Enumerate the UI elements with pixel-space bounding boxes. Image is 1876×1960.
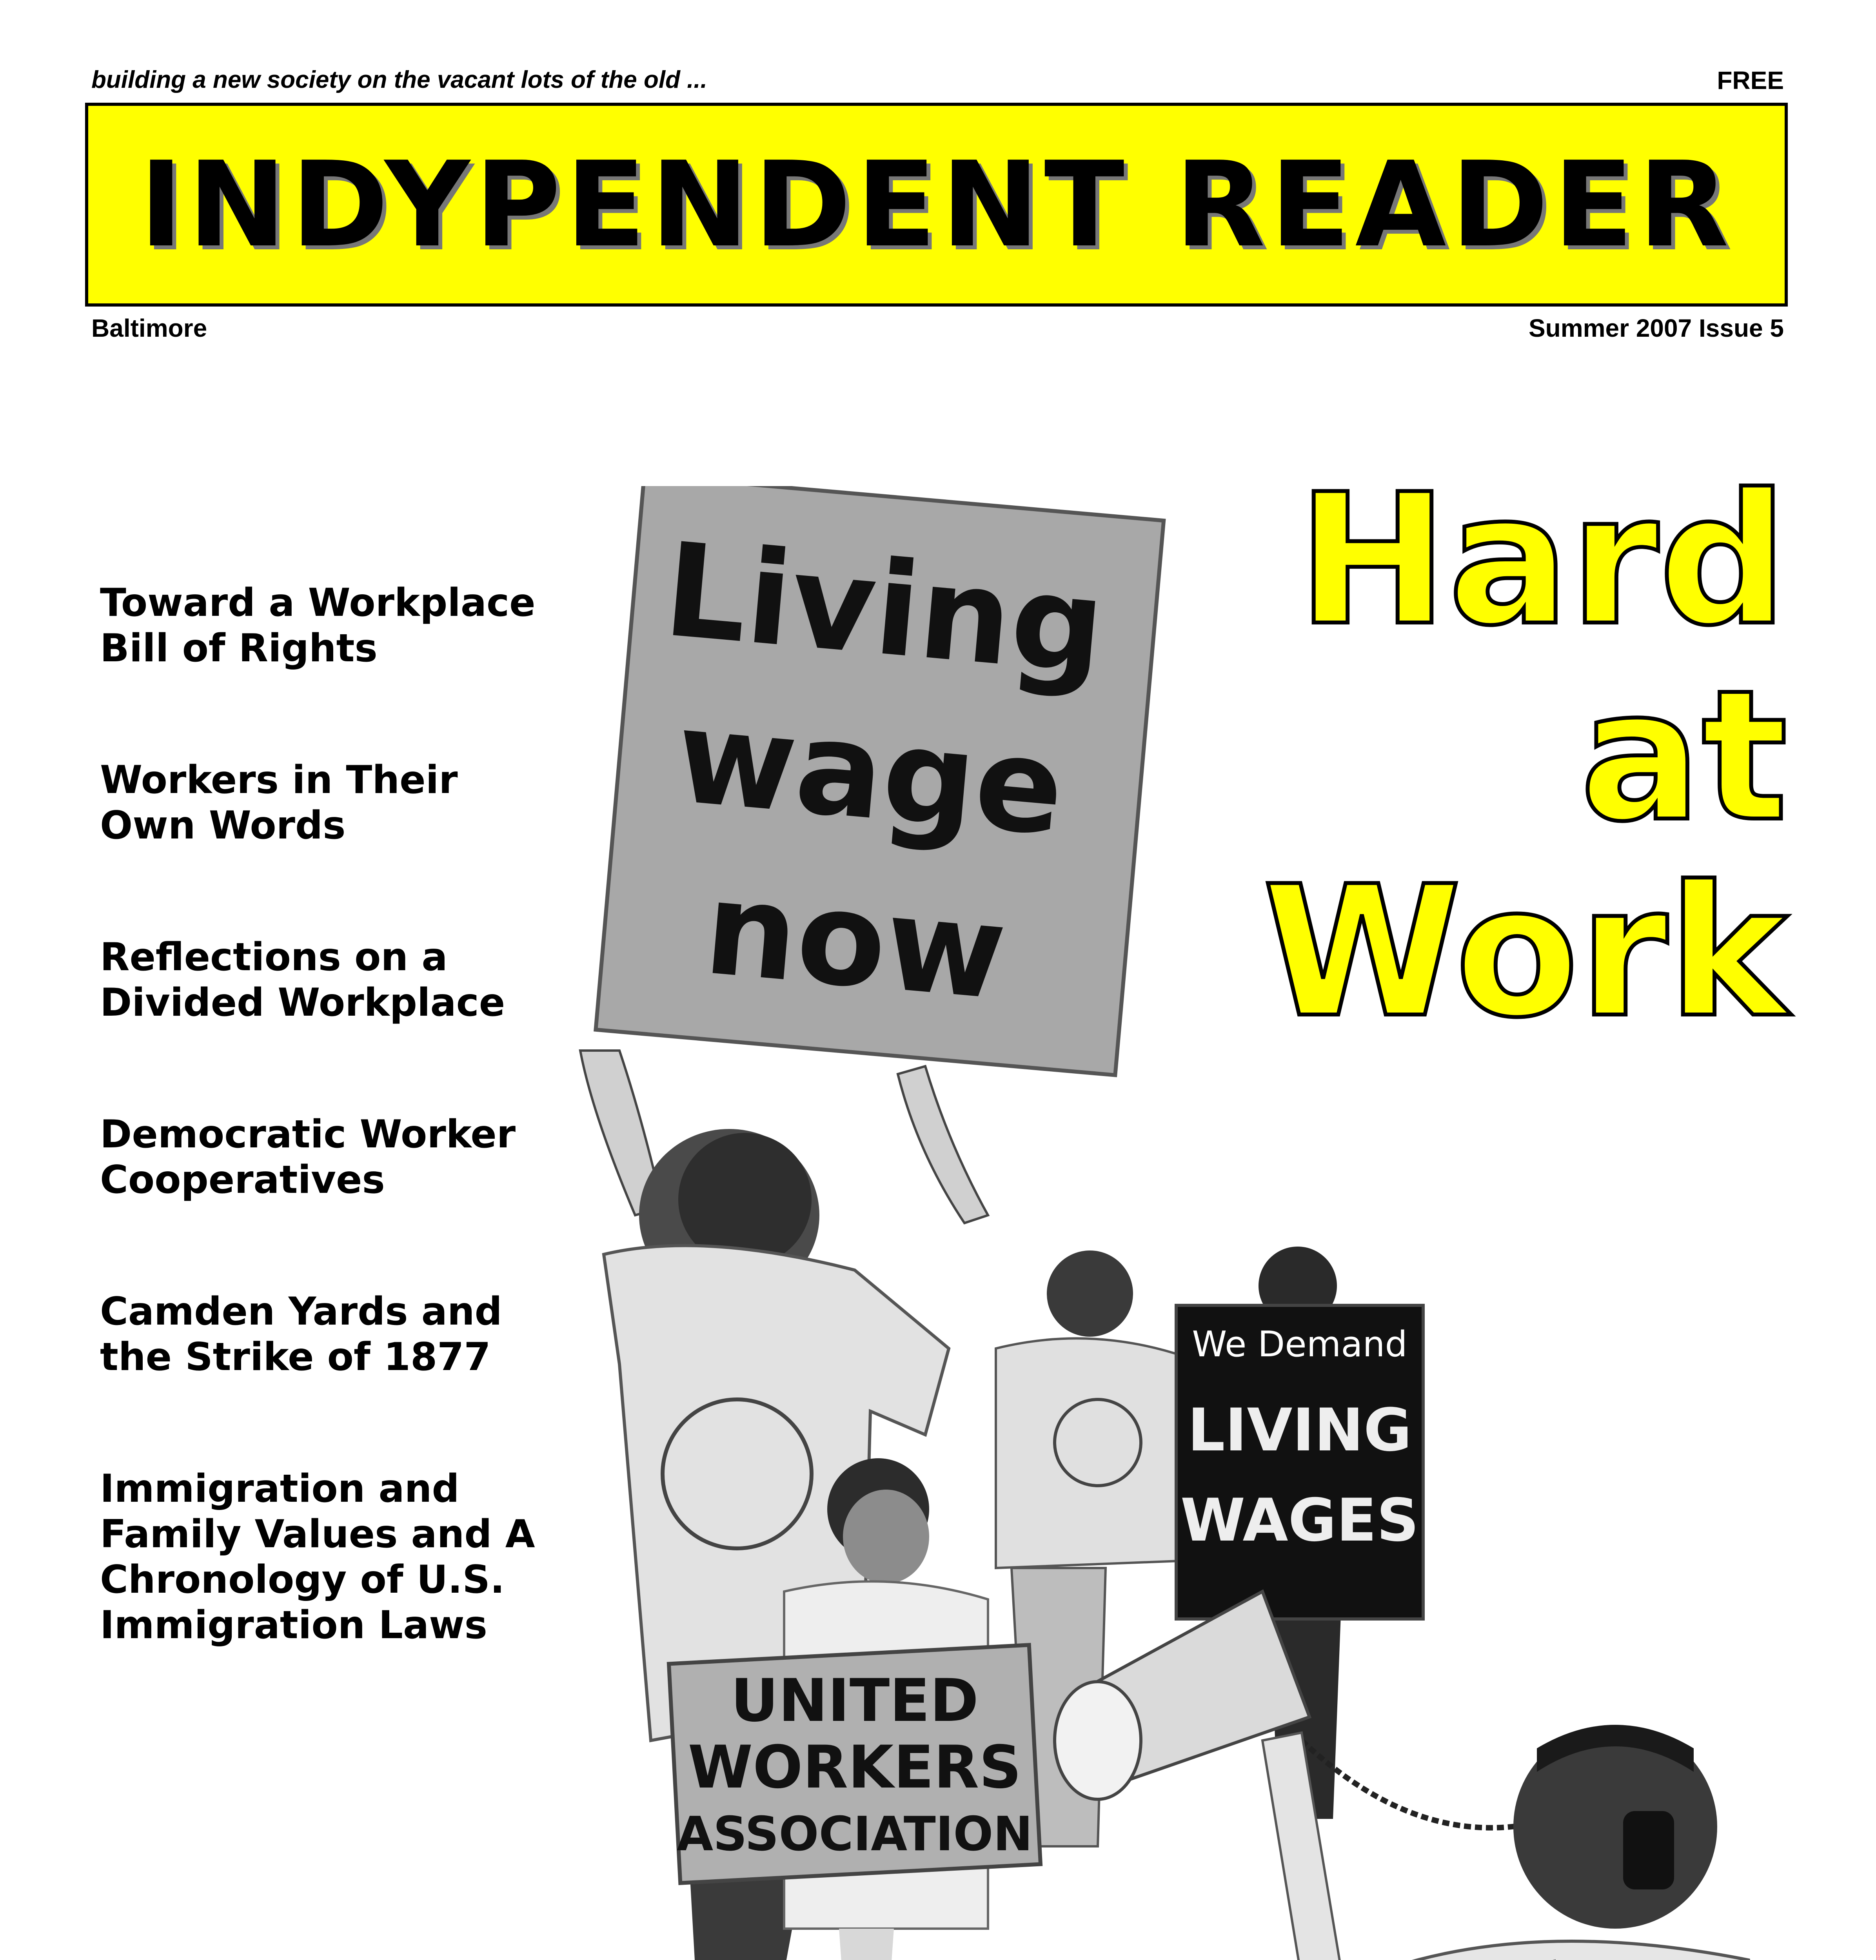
- living-wage-sign: [596, 486, 1164, 1075]
- toc-item: Toward a Workplace Bill of Rights: [100, 581, 536, 671]
- toc-item: Camden Yards and the Strike of 1877: [100, 1289, 502, 1379]
- toc-item: Democratic Worker Cooperatives: [100, 1112, 516, 1202]
- sign-text: Living: [658, 514, 1110, 703]
- issue-label: Summer 2007 Issue 5: [1528, 314, 1784, 342]
- sign-text: now: [699, 852, 1012, 1029]
- price-label: FREE: [1717, 66, 1784, 94]
- man-with-megaphone: [1055, 1592, 1796, 1960]
- sign-text: WORKERS: [688, 1733, 1022, 1802]
- toc-item: Immigration and Family Values and A Chronology of U.S. Immigration Laws: [100, 1466, 535, 1648]
- toc-item: Workers in Their Own Words: [100, 758, 458, 848]
- protest-photo-collage: [533, 486, 1796, 1960]
- table-of-contents: [100, 580, 563, 1734]
- headline-line: Hard: [1297, 456, 1788, 665]
- sign-text: LIVING: [1188, 1396, 1412, 1465]
- sign-text: We Demand: [1192, 1324, 1407, 1365]
- sign-text: wage: [670, 681, 1070, 865]
- city-label: Baltimore: [91, 314, 207, 342]
- masthead: [85, 103, 1788, 307]
- sign-text: WAGES: [1180, 1486, 1419, 1555]
- sign-text: ASSOCIATION: [677, 1807, 1033, 1862]
- headline-line: Work: [1262, 848, 1788, 1057]
- publication-title: INDYPENDENT READER: [139, 136, 1734, 273]
- toc-item: Reflections on a Divided Workplace: [100, 935, 505, 1025]
- headline-line: at: [1580, 652, 1788, 861]
- sign-text: UNITED: [730, 1667, 979, 1735]
- tagline: building a new society on the vacant lots of the old ...: [91, 66, 707, 93]
